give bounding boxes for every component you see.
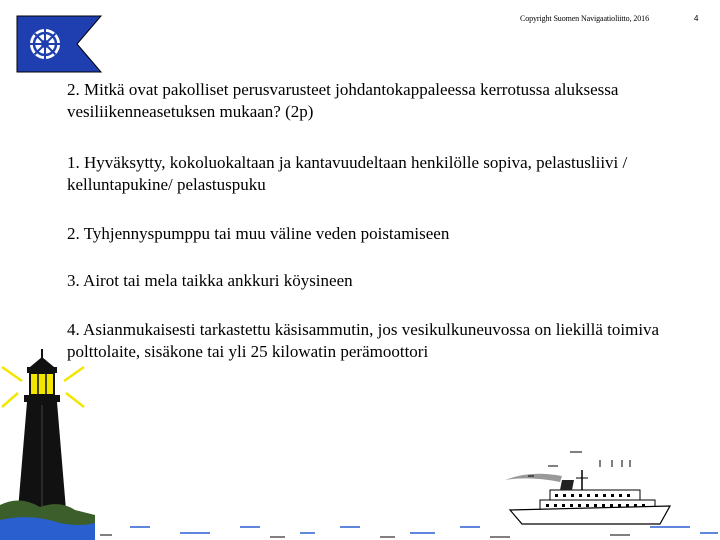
answer-2: 2. Tyhjennyspumppu tai muu väline veden poistamiseen xyxy=(67,224,450,243)
slide-number: 4 xyxy=(694,14,699,23)
water-waves-icon xyxy=(90,515,720,540)
answer-1: 1. Hyväksytty, kokoluokaltaan ja kantavuudeltaan henkilölle sopiva, pelastusliivi / kelluntapukine/ pelastuspuku xyxy=(67,153,628,194)
copyright-text: Copyright Suomen Navigaatioliitto, 2016 xyxy=(520,14,649,23)
answer-4: 4. Asianmukaisesti tarkastettu käsisammutin, jos vesikulkuneuvossa on liekillä toimiva polttolaite, sisäkone tai yli 25 kilowatin perämoottori xyxy=(67,320,660,361)
lighthouse-icon xyxy=(0,345,95,540)
flag-logo-icon xyxy=(15,14,103,74)
question-text: 2. Mitkä ovat pakolliset perusvarusteet johdantokappaleessa kerrotussa aluksessa vesiliikenneasetuksen mukaan? (2p) xyxy=(67,80,619,121)
answer-3: 3. Airot tai mela taikka ankkuri köysineen xyxy=(67,271,353,290)
